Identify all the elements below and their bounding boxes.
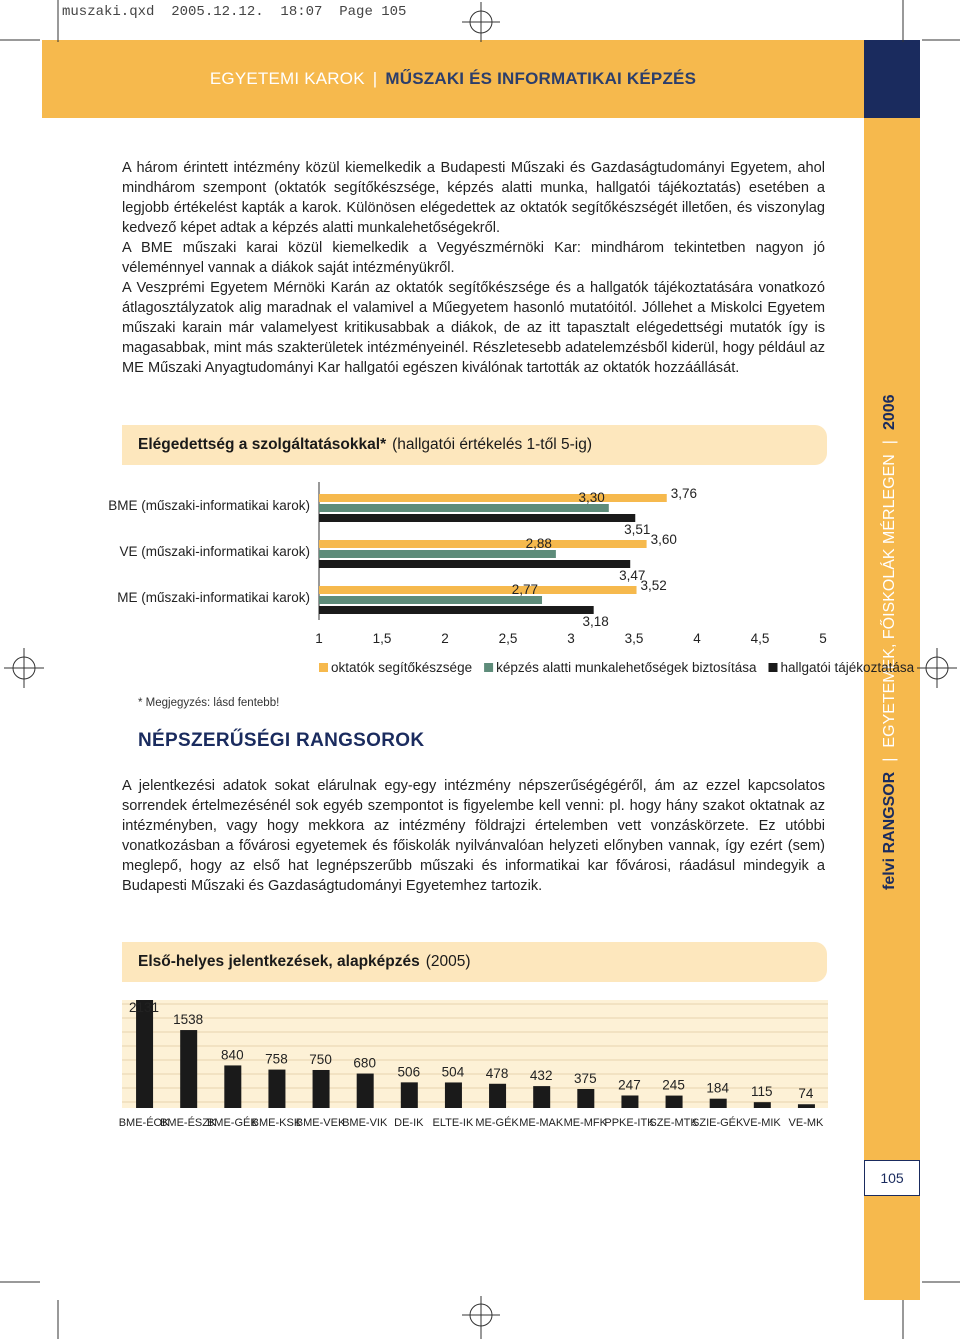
chart2-value-label: 478 xyxy=(485,1065,509,1081)
chart1-tick-label: 3,5 xyxy=(624,631,644,646)
header-title: MŰSZAKI ÉS INFORMATIKAI KÉPZÉS xyxy=(385,69,697,88)
chart2-category-label: BME-ÉSZK xyxy=(160,1117,217,1129)
chart2-title-bold: Első-helyes jelentkezések, alapképzés xyxy=(138,953,420,970)
chart1-data-label: 3,18 xyxy=(582,614,609,629)
chart2-category-label: SZIE-GÉK xyxy=(692,1117,744,1129)
chart2-value-label: 115 xyxy=(751,1084,773,1100)
chart1-tick-label: 4 xyxy=(693,631,701,646)
chart1-tick-label: 1,5 xyxy=(372,631,392,646)
chart2-category-label: BME-GÉK xyxy=(206,1117,258,1129)
registration-target-bottom xyxy=(462,1296,500,1339)
chart1-tick-label: 1 xyxy=(315,631,323,646)
chart2-category-label: BME-VIK xyxy=(342,1117,388,1129)
chart2-category-label: ELTE-IK xyxy=(432,1117,474,1129)
page-number: 105 xyxy=(864,1160,920,1196)
chart2-value-label: 680 xyxy=(353,1055,376,1071)
registration-target-right xyxy=(917,648,957,688)
chart2-category-label: BME-KSK xyxy=(251,1117,302,1129)
registration-target-left xyxy=(4,648,44,688)
chart2-value-label: 184 xyxy=(706,1080,729,1096)
chart1-category-label: ME (műszaki-informatikai karok) xyxy=(117,590,310,605)
chart1-tick-label: 3 xyxy=(567,631,575,646)
chart1-tick-label: 4,5 xyxy=(750,631,770,646)
chart1-data-label: 2,77 xyxy=(511,582,539,597)
chart2-category-label: VE-MIK xyxy=(742,1117,781,1129)
chart1-data-label: 3,51 xyxy=(624,522,651,537)
intro-paragraph-2: A BME műszaki karai közül kiemelkedik a Vegyészmérnöki Kar: mindhárom tekintetben nagyon jó véleménnyel vannak a diákok saját intézményükről. xyxy=(122,240,825,276)
chart1-data-label: 2,88 xyxy=(525,536,552,551)
print-slug: muszaki.qxd 2005.12.12. 18:07 Page 105 xyxy=(62,4,407,20)
chart2-value-label: 247 xyxy=(618,1077,641,1093)
chart1-legend-label: oktatók segítőkészsége xyxy=(331,660,473,675)
section-title: NÉPSZERŰSÉGI RANGSOROK xyxy=(138,730,425,751)
chart1-legend-label: képzés alatti munkalehetőségek biztosítása xyxy=(496,660,757,675)
chart2-value-label: 432 xyxy=(529,1068,553,1084)
side-subtitle: EGYETEMEK, FŐISKOLÁK MÉRLEGEN xyxy=(881,454,898,748)
chart2-value-label: 2131 xyxy=(129,1000,160,1015)
chart1-tick-label: 5 xyxy=(819,631,827,646)
header-separator: | xyxy=(372,69,378,88)
chart1-data-label: 3,76 xyxy=(670,486,698,501)
chart2-value-label: 245 xyxy=(662,1077,685,1093)
chart2-category-label: ME-MAK xyxy=(519,1117,564,1129)
chart2-category-label: SZE-MTK xyxy=(649,1117,698,1129)
chart1-category-label: BME (műszaki-informatikai karok) xyxy=(108,498,310,513)
chart2-value-label: 74 xyxy=(798,1086,814,1102)
side-separator: | xyxy=(881,757,898,762)
chart1-data-label: 3,60 xyxy=(650,532,677,547)
chart2-value-label: 506 xyxy=(397,1064,421,1080)
side-brand: felvi RANGSOR xyxy=(881,771,898,890)
chart2-category-label: VE-MK xyxy=(788,1117,824,1129)
chart1-data-label: 3,30 xyxy=(578,490,605,505)
chart2-value-label: 758 xyxy=(265,1051,288,1067)
chart2-category-label: BME-ÉOK xyxy=(118,1117,170,1129)
chart2-category-label: BME-VEK xyxy=(295,1117,346,1129)
registration-target-top xyxy=(462,2,500,42)
chart1-category-label: VE (műszaki-informatikai karok) xyxy=(119,544,310,559)
side-year: 2006 xyxy=(881,394,898,431)
chart1-title-rest: (hallgatói értékelés 1-től 5-ig) xyxy=(392,436,592,453)
chart2-category-label: ME-GÉK xyxy=(475,1117,519,1129)
chart2-value-label: 375 xyxy=(574,1070,597,1086)
chart2-category-label: DE-IK xyxy=(394,1117,424,1129)
chart2-title-rest: (2005) xyxy=(425,953,471,970)
section-paragraph: A jelentkezési adatok sokat elárulnak egy-egy intézmény népszerűségégéről, ám az ezzel kapcsolatos sorrendek értelmezésénél sok egyéb szempontot is figyelembe kell venni: pl. hogy hány szakot oktatnak az intézményben, vagy hogy mekkora az intézmény földrajzi értelemben vett vonzáskörzete. Ez utóbbi vonatkozásban a fővárosi egyetemek és főiskolák nyilvánvalóan helyzeti előnyben vannak, így ezért (sem) meglepő, hogy az első hat legnépszerűbb műszaki és informatikai kar fővárosi, ráadásul mindegyik a Budapesti Műszaki és Gazdaságtudományi Egyetemhez tartozik. xyxy=(122,778,825,894)
chart2-category-label: PPKE-ITK xyxy=(604,1117,655,1129)
chart2-value-label: 1538 xyxy=(173,1012,204,1028)
chart2-value-label: 504 xyxy=(441,1064,465,1080)
side-separator-2: | xyxy=(881,440,898,445)
intro-paragraph-1: A három érintett intézmény közül kiemelkedik a Budapesti Műszaki és Gazdaságtudományi Egyetem, ahol mindhárom szempont (oktatók segítőkészsége, képzés alatti munka, hallgatói tájékoztatás) esetében a legjobb értékelést kapták a karok. Különösen elégedettek az oktatók segítőkészségét illetően, és viszonylag kedvező képet adtak a képzés alatti munkalehetőségekről. xyxy=(122,160,825,236)
chart1-tick-label: 2,5 xyxy=(498,631,518,646)
chart1-title-bold: Elégedettség a szolgáltatásokkal* xyxy=(138,436,387,453)
chart1-note: * Megjegyzés: lásd fentebb! xyxy=(138,697,280,709)
chart1-legend-label: hallgatói tájékoztatása xyxy=(780,660,915,675)
chart1-data-label: 3,47 xyxy=(619,568,646,583)
header-section: EGYETEMI KAROK xyxy=(209,69,365,88)
chart1-tick-label: 2 xyxy=(441,631,449,646)
chart2-category-label: ME-MFK xyxy=(563,1117,608,1129)
chart2-value-label: 840 xyxy=(221,1047,244,1063)
intro-paragraph-3: A Veszprémi Egyetem Mérnöki Karán az oktatók segítőkészsége és a hallgatók tájékoztatására vonatkozó átlagosztályzatok alig maradnak el valamivel a Műegyetem hasonló mutatóitól. Jóllehet a Miskolci Egyetem műszaki karain már valamelyest kritikusabbak a diákok, de az itt tapasztalt elégedettségi mutatók így is magasabbak, mint más szakterületek intézményeinél. Részletesebb adatelemzésből kiderül, hogy például az ME Műszaki Anyagtudományi Kar hallgatói egészen kiválónak tartották az oktatók hozzáállását. xyxy=(122,280,825,376)
chart1-data-label: 3,52 xyxy=(640,578,667,593)
chart2-value-label: 750 xyxy=(309,1051,332,1067)
